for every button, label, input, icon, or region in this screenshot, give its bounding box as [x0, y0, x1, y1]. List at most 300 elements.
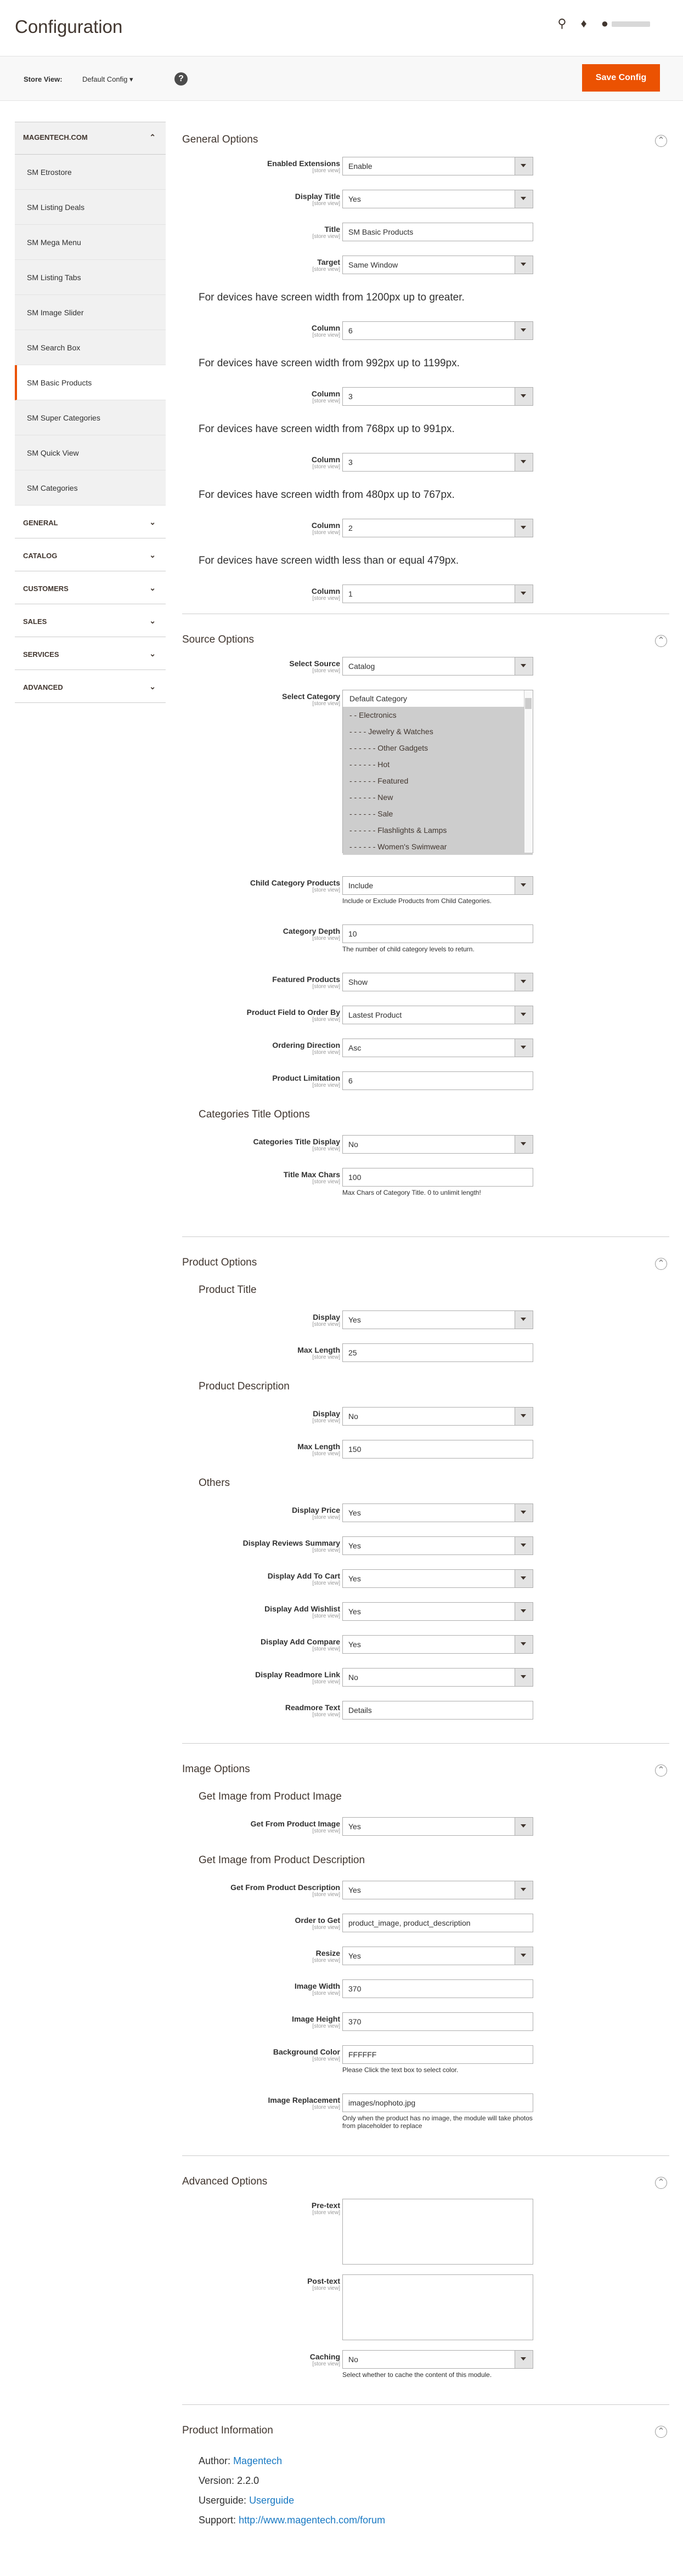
select-value: 3 — [348, 392, 353, 401]
dropdown-arrow-icon — [521, 664, 526, 667]
dropdown-arrow-icon — [521, 1318, 526, 1321]
column-select[interactable] — [342, 585, 533, 603]
info-userguide — [182, 2495, 669, 2515]
field-label — [289, 659, 340, 674]
scope-text: [store view] — [312, 1712, 340, 1718]
caching-row — [182, 2349, 669, 2397]
sidebar-section-advanced[interactable] — [15, 670, 166, 703]
dropdown-arrow-icon — [521, 980, 526, 983]
field-label — [312, 258, 340, 273]
cat-title-display-select[interactable] — [342, 1135, 533, 1154]
section-header[interactable] — [182, 122, 669, 156]
author-link[interactable]: Magentech — [233, 2455, 283, 2466]
field-label — [295, 1982, 340, 1996]
chevron-up-icon: ⌃ — [149, 133, 156, 141]
select-value: Show — [348, 978, 368, 986]
scope-text: [store view] — [312, 1547, 340, 1553]
select-value: Yes — [348, 1951, 361, 1960]
label-text: Display Add Compare — [261, 1637, 340, 1646]
scope-text: [store view] — [312, 1679, 340, 1685]
field-note: Include or Exclude Products from Child Categories. — [342, 897, 492, 905]
posttext-row — [182, 2273, 669, 2349]
select-value: No — [348, 1140, 358, 1149]
image-height-input[interactable]: 370 — [342, 2012, 533, 2031]
direction-select[interactable] — [342, 1039, 533, 1057]
category-option[interactable]: - - - - - - Sale — [343, 805, 533, 822]
section-header[interactable] — [182, 1751, 669, 1785]
add-to-cart-row — [182, 1568, 669, 1601]
label-text: Display Add To Cart — [267, 1571, 340, 1580]
scope-text: [store view] — [312, 701, 340, 707]
source-options-section — [182, 614, 669, 1237]
userguide-link[interactable]: Userguide — [249, 2495, 295, 2506]
field-label — [312, 521, 340, 536]
limit-row — [182, 1070, 669, 1103]
scope-text: [store view] — [312, 464, 340, 470]
sidebar-section-customers[interactable] — [15, 571, 166, 604]
sidebar-tab-magentech[interactable] — [15, 122, 166, 155]
sidebar-section-label: SERVICES — [23, 650, 59, 659]
scope-text: [store view] — [312, 1418, 340, 1424]
replacement-row — [182, 2092, 669, 2145]
scope-text: [store view] — [312, 168, 340, 174]
category-option[interactable]: - - - - - - New — [343, 789, 533, 805]
label-text: Category Depth — [283, 927, 340, 935]
column-select[interactable] — [342, 519, 533, 537]
label-text: Title — [324, 225, 340, 234]
child-category-row — [182, 875, 669, 923]
scope-text: [store view] — [312, 398, 340, 404]
store-view-dropdown[interactable]: Default Config ▾ — [82, 75, 133, 83]
category-option[interactable]: - - Electronics — [343, 707, 533, 723]
dropdown-arrow-icon — [521, 526, 526, 529]
select-value: Asc — [348, 1043, 362, 1052]
add-to-cart-select[interactable] — [342, 1569, 533, 1588]
author-label: Author: — [199, 2455, 231, 2466]
column-row — [182, 452, 669, 485]
label-text: Title Max Chars — [283, 1170, 340, 1179]
scope-text: [store view] — [312, 1828, 340, 1834]
sidebar-item[interactable]: SM Mega Menu — [15, 225, 166, 260]
pretext-row — [182, 2198, 669, 2273]
dropdown-arrow-icon — [521, 1013, 526, 1016]
field-label — [312, 389, 340, 404]
select-source-row — [182, 656, 669, 689]
group-heading: Get Image from Product Image — [199, 1791, 342, 1802]
label-text: Select Category — [282, 692, 340, 701]
sidebar-item-active[interactable]: SM Basic Products — [15, 365, 166, 400]
limit-input[interactable]: 6 — [342, 1071, 533, 1090]
reviews-select[interactable] — [342, 1536, 533, 1555]
sidebar-item[interactable]: SM Etrostore — [15, 155, 166, 190]
search-icon[interactable]: ⚲ — [557, 16, 567, 30]
label-text: Display Reviews Summary — [242, 1539, 340, 1547]
collapse-icon[interactable]: ⌃ — [655, 1764, 667, 1777]
dropdown-arrow-icon — [521, 1824, 526, 1828]
sidebar-section-services[interactable] — [15, 637, 166, 670]
readmore-row — [182, 1667, 669, 1700]
price-row — [182, 1502, 669, 1535]
scope-text: [store view] — [312, 595, 340, 602]
scope-text: [store view] — [312, 887, 340, 893]
collapse-icon[interactable]: ⌃ — [655, 2426, 667, 2438]
field-note: The number of child category levels to return. — [342, 945, 475, 953]
select-value: 1 — [348, 589, 353, 598]
general-options-section — [182, 122, 669, 614]
field-label — [312, 225, 340, 240]
sidebar-item[interactable]: SM Listing Deals — [15, 190, 166, 225]
target-row — [182, 254, 669, 287]
select-value: No — [348, 1673, 358, 1682]
wishlist-select[interactable] — [342, 1602, 533, 1621]
section-title: Image Options — [182, 1763, 250, 1775]
collapse-icon[interactable]: ⌃ — [655, 2177, 667, 2189]
sidebar-section-sales[interactable] — [15, 604, 166, 637]
image-width-input[interactable]: 370 — [342, 1979, 533, 1998]
chevron-down-icon: ⌄ — [149, 616, 156, 625]
title-max-input[interactable]: 100 — [342, 1168, 533, 1187]
select-value: Enable — [348, 162, 372, 171]
scope-text: [store view] — [312, 668, 340, 674]
sidebar-tab-label: MAGENTECH.COM — [23, 133, 88, 141]
label-text: Caching — [309, 2352, 340, 2361]
column-select[interactable] — [342, 453, 533, 472]
field-label — [285, 1703, 340, 1718]
field-label — [292, 1506, 340, 1520]
dropdown-arrow-icon — [521, 1888, 526, 1891]
section-header[interactable] — [182, 622, 669, 656]
scope-text: [store view] — [312, 1646, 340, 1652]
price-select[interactable] — [342, 1503, 533, 1522]
sidebar-item[interactable]: SM Quick View — [15, 435, 166, 470]
category-option[interactable]: - - - - - - Hot — [343, 756, 533, 773]
field-label — [253, 1137, 340, 1152]
label-text: Get From Product Image — [250, 1819, 340, 1828]
label-text: Display Price — [292, 1506, 340, 1514]
pd-max-input[interactable]: 150 — [342, 1440, 533, 1459]
breakpoint-heading: For devices have screen width less than or equal 479px. — [199, 555, 459, 566]
select-value: 6 — [348, 326, 353, 335]
target-select[interactable] — [342, 256, 533, 274]
category-option[interactable]: - - - - - - Women's Swimwear — [343, 838, 533, 855]
resize-select[interactable] — [342, 1947, 533, 1965]
field-label — [312, 587, 340, 602]
user-name — [612, 21, 650, 27]
field-label — [310, 2352, 340, 2367]
field-label — [292, 2015, 340, 2029]
breakpoint-heading: For devices have screen width from 480px up to 767px. — [199, 489, 455, 501]
caching-select[interactable] — [342, 2350, 533, 2369]
compare-row — [182, 1634, 669, 1667]
featured-row — [182, 972, 669, 1005]
pt-max-input[interactable]: 25 — [342, 1343, 533, 1362]
category-depth-row — [182, 923, 669, 972]
order-input[interactable]: product_image, product_description — [342, 1914, 533, 1932]
category-option[interactable]: - - - - - - Featured — [343, 773, 533, 789]
order-row — [182, 1913, 669, 1945]
dropdown-arrow-icon — [521, 394, 526, 398]
field-label — [230, 1883, 340, 1898]
label-text: Enabled Extensions — [267, 159, 340, 168]
reviews-row — [182, 1535, 669, 1568]
userguide-label: Userguide: — [199, 2495, 247, 2506]
label-text: Display Readmore Link — [255, 1670, 340, 1679]
pretext-textarea[interactable] — [342, 2199, 533, 2265]
section-header[interactable] — [182, 2413, 669, 2447]
label-text: Product Limitation — [272, 1074, 340, 1082]
scope-text: [store view] — [312, 201, 340, 207]
dropdown-arrow-icon — [521, 460, 526, 463]
label-text: Column — [311, 455, 340, 464]
wishlist-row — [182, 1601, 669, 1634]
collapse-icon[interactable]: ⌃ — [655, 635, 667, 647]
sidebar-section-catalog[interactable] — [15, 538, 166, 571]
dropdown-arrow-icon — [521, 1675, 526, 1678]
scope-text: [store view] — [312, 1451, 340, 1457]
group-heading: Product Title — [199, 1284, 257, 1296]
dropdown-arrow-icon — [521, 197, 526, 200]
dropdown-arrow-icon — [521, 2357, 526, 2361]
scope-text: [store view] — [312, 2210, 340, 2216]
dropdown-arrow-icon — [521, 1142, 526, 1145]
dropdown-arrow-icon — [521, 328, 526, 332]
dropdown-arrow-icon — [521, 1414, 526, 1417]
field-label — [268, 2096, 341, 2110]
field-label — [272, 975, 340, 990]
sidebar-item[interactable]: SM Image Slider — [15, 295, 166, 330]
sidebar-section-label: SALES — [23, 617, 47, 626]
group-heading: Others — [199, 1477, 230, 1489]
readmore-text-row — [182, 1700, 669, 1733]
column-row — [182, 518, 669, 551]
dropdown-arrow-icon — [521, 1544, 526, 1547]
scope-text: [store view] — [312, 1082, 340, 1088]
sidebar-item[interactable]: SM Search Box — [15, 330, 166, 365]
featured-select[interactable] — [342, 973, 533, 991]
help-icon[interactable]: ? — [174, 72, 188, 86]
label-text: Display Add Wishlist — [264, 1604, 340, 1613]
chevron-down-icon: ⌄ — [149, 583, 156, 592]
sidebar-section-label: CATALOG — [23, 552, 58, 560]
from-desc-row — [182, 1880, 669, 1913]
field-label — [243, 1539, 340, 1553]
height-row — [182, 2011, 669, 2044]
scope-text: [store view] — [312, 2361, 340, 2367]
sidebar-item[interactable]: SM Categories — [15, 470, 166, 506]
sidebar-section-label: GENERAL — [23, 519, 58, 527]
category-option[interactable]: Default Category — [349, 694, 408, 703]
version-label: Version: — [199, 2475, 235, 2486]
sidebar-section-label: CUSTOMERS — [23, 585, 69, 593]
field-label — [312, 324, 340, 338]
collapse-icon[interactable]: ⌃ — [655, 1258, 667, 1270]
label-text: Max Length — [297, 1442, 340, 1451]
category-option[interactable]: - - - - - - Flashlights & Lamps — [343, 822, 533, 838]
scrollbar[interactable] — [524, 690, 533, 853]
image-options-section — [182, 1744, 669, 2156]
label-text: Categories Title Display — [253, 1137, 340, 1146]
field-label — [283, 927, 340, 941]
scope-text: [store view] — [312, 1990, 340, 1996]
readmore-select[interactable] — [342, 1668, 533, 1687]
field-label — [251, 1819, 340, 1834]
field-note: Max Chars of Category Title. 0 to unlimit length! — [342, 1189, 481, 1196]
category-multiselect[interactable] — [342, 690, 533, 853]
field-label — [272, 1041, 340, 1056]
from-image-select[interactable] — [342, 1817, 533, 1836]
page-header — [0, 0, 683, 56]
order-by-row — [182, 1005, 669, 1037]
label-text: Image Replacement — [268, 2096, 340, 2104]
field-label — [312, 1949, 340, 1964]
breakpoint-heading: For devices have screen width from 992px up to 1199px. — [199, 358, 460, 369]
field-label — [273, 2047, 340, 2062]
readmore-text-input[interactable]: Details — [342, 1701, 533, 1720]
select-value: Yes — [348, 1886, 361, 1894]
support-label: Support: — [199, 2515, 236, 2526]
field-label — [267, 159, 340, 174]
chevron-down-icon: ⌄ — [149, 518, 156, 526]
compare-select[interactable] — [342, 1635, 533, 1654]
label-text: Display — [313, 1313, 340, 1321]
select-source-select[interactable] — [342, 657, 533, 676]
replacement-input[interactable]: images/nophoto.jpg — [342, 2093, 533, 2112]
breakpoint-heading: For devices have screen width from 1200px up to greater. — [199, 292, 465, 303]
label-text: Child Category Products — [250, 878, 340, 887]
section-title: Product Options — [182, 1257, 257, 1268]
scope-text: [store view] — [312, 2104, 340, 2110]
column-select[interactable] — [342, 387, 533, 406]
from-image-row — [182, 1816, 669, 1849]
field-label — [268, 1571, 340, 1586]
section-title: Advanced Options — [182, 2176, 268, 2187]
label-text: Image Width — [294, 1982, 340, 1990]
scope-text: [store view] — [312, 234, 340, 240]
column-row — [182, 386, 669, 419]
select-value: Yes — [348, 1508, 361, 1517]
order-by-select[interactable] — [342, 1006, 533, 1024]
select-value: Yes — [348, 1315, 361, 1324]
label-text: Get From Product Description — [230, 1883, 340, 1892]
child-category-select[interactable] — [342, 876, 533, 895]
field-label — [284, 1170, 340, 1185]
support-link[interactable]: http://www.magentech.com/forum — [239, 2515, 386, 2526]
label-text: Image Height — [292, 2015, 340, 2023]
dropdown-arrow-icon — [521, 1954, 526, 1957]
scope-text: [store view] — [312, 1957, 340, 1964]
category-depth-input[interactable]: 10 — [342, 924, 533, 943]
select-value: Yes — [348, 195, 361, 203]
pt-max-row — [182, 1342, 669, 1375]
store-view-label: Store View: — [24, 75, 63, 83]
dropdown-arrow-icon — [521, 263, 526, 266]
enabled-select[interactable] — [342, 157, 533, 175]
title-max-row — [182, 1167, 669, 1215]
label-text: Target — [317, 258, 340, 266]
field-label — [312, 1313, 340, 1327]
scope-text: [store view] — [312, 1580, 340, 1586]
category-option[interactable]: - - - - Jewelry & Watches — [343, 723, 533, 740]
section-title: General Options — [182, 134, 258, 145]
section-header[interactable] — [182, 1245, 669, 1279]
info-version — [182, 2475, 669, 2495]
section-title: Product Information — [182, 2425, 273, 2436]
store-switcher-bar — [0, 56, 683, 101]
label-text: Column — [311, 389, 340, 398]
pt-display-select[interactable] — [342, 1310, 533, 1329]
select-value: Yes — [348, 1574, 361, 1583]
field-label — [261, 1637, 340, 1652]
select-value: Lastest Product — [348, 1011, 402, 1019]
product-options-section — [182, 1237, 669, 1744]
scrollbar-thumb[interactable] — [525, 698, 532, 709]
label-text: Column — [311, 324, 340, 332]
field-label — [247, 1008, 340, 1023]
select-value: Same Window — [348, 260, 398, 269]
posttext-textarea[interactable] — [342, 2274, 533, 2340]
display-title-select[interactable] — [342, 190, 533, 208]
column-select[interactable] — [342, 321, 533, 340]
bg-color-row — [182, 2044, 669, 2092]
section-header[interactable] — [182, 2164, 669, 2198]
scope-text: [store view] — [312, 2056, 340, 2062]
pd-max-row — [182, 1439, 669, 1472]
sidebar-section-label: ADVANCED — [23, 683, 63, 691]
scope-text: [store view] — [312, 2023, 340, 2029]
label-text: Display — [313, 1409, 340, 1418]
field-label — [282, 692, 340, 707]
select-category-row — [182, 689, 669, 875]
sidebar-item[interactable]: SM Listing Tabs — [15, 260, 166, 295]
version-value: 2.2.0 — [237, 2475, 259, 2486]
bg-color-input[interactable]: FFFFFF — [342, 2045, 533, 2064]
select-value: No — [348, 1412, 358, 1421]
title-input[interactable]: SM Basic Products — [342, 223, 533, 241]
column-row — [182, 320, 669, 353]
field-label — [295, 192, 340, 207]
label-text: Select Source — [289, 659, 340, 668]
field-label — [250, 878, 340, 893]
display-title-row — [182, 189, 669, 222]
breakpoint-heading: For devices have screen width from 768px up to 991px. — [199, 423, 455, 435]
user-menu[interactable]: ● — [601, 16, 650, 31]
collapse-icon[interactable]: ⌃ — [655, 135, 667, 147]
dropdown-arrow-icon — [521, 1609, 526, 1613]
field-label — [297, 1442, 340, 1457]
scope-text: [store view] — [312, 1017, 340, 1023]
label-text: Resize — [315, 1949, 340, 1957]
dropdown-arrow-icon — [521, 592, 526, 595]
sidebar-item[interactable]: SM Super Categories — [15, 400, 166, 435]
cat-title-display-row — [182, 1134, 669, 1167]
scope-text: [store view] — [312, 266, 340, 273]
sidebar-section-general[interactable] — [15, 506, 166, 538]
select-value: Include — [348, 881, 374, 890]
scope-text: [store view] — [312, 935, 340, 941]
select-value: Yes — [348, 1607, 361, 1616]
from-desc-select[interactable] — [342, 1881, 533, 1899]
field-label — [272, 1074, 340, 1088]
select-value: Yes — [348, 1541, 361, 1550]
save-config-button[interactable]: Save Config — [582, 64, 660, 92]
category-option[interactable]: - - - - - - Other Gadgets — [343, 740, 533, 756]
select-value: 3 — [348, 458, 353, 467]
store-view-value: Default Config — [82, 75, 128, 83]
group-heading: Get Image from Product Description — [199, 1854, 365, 1866]
column-row — [182, 583, 669, 616]
pd-display-select[interactable] — [342, 1407, 533, 1426]
bell-icon[interactable]: ♦ — [580, 16, 587, 30]
